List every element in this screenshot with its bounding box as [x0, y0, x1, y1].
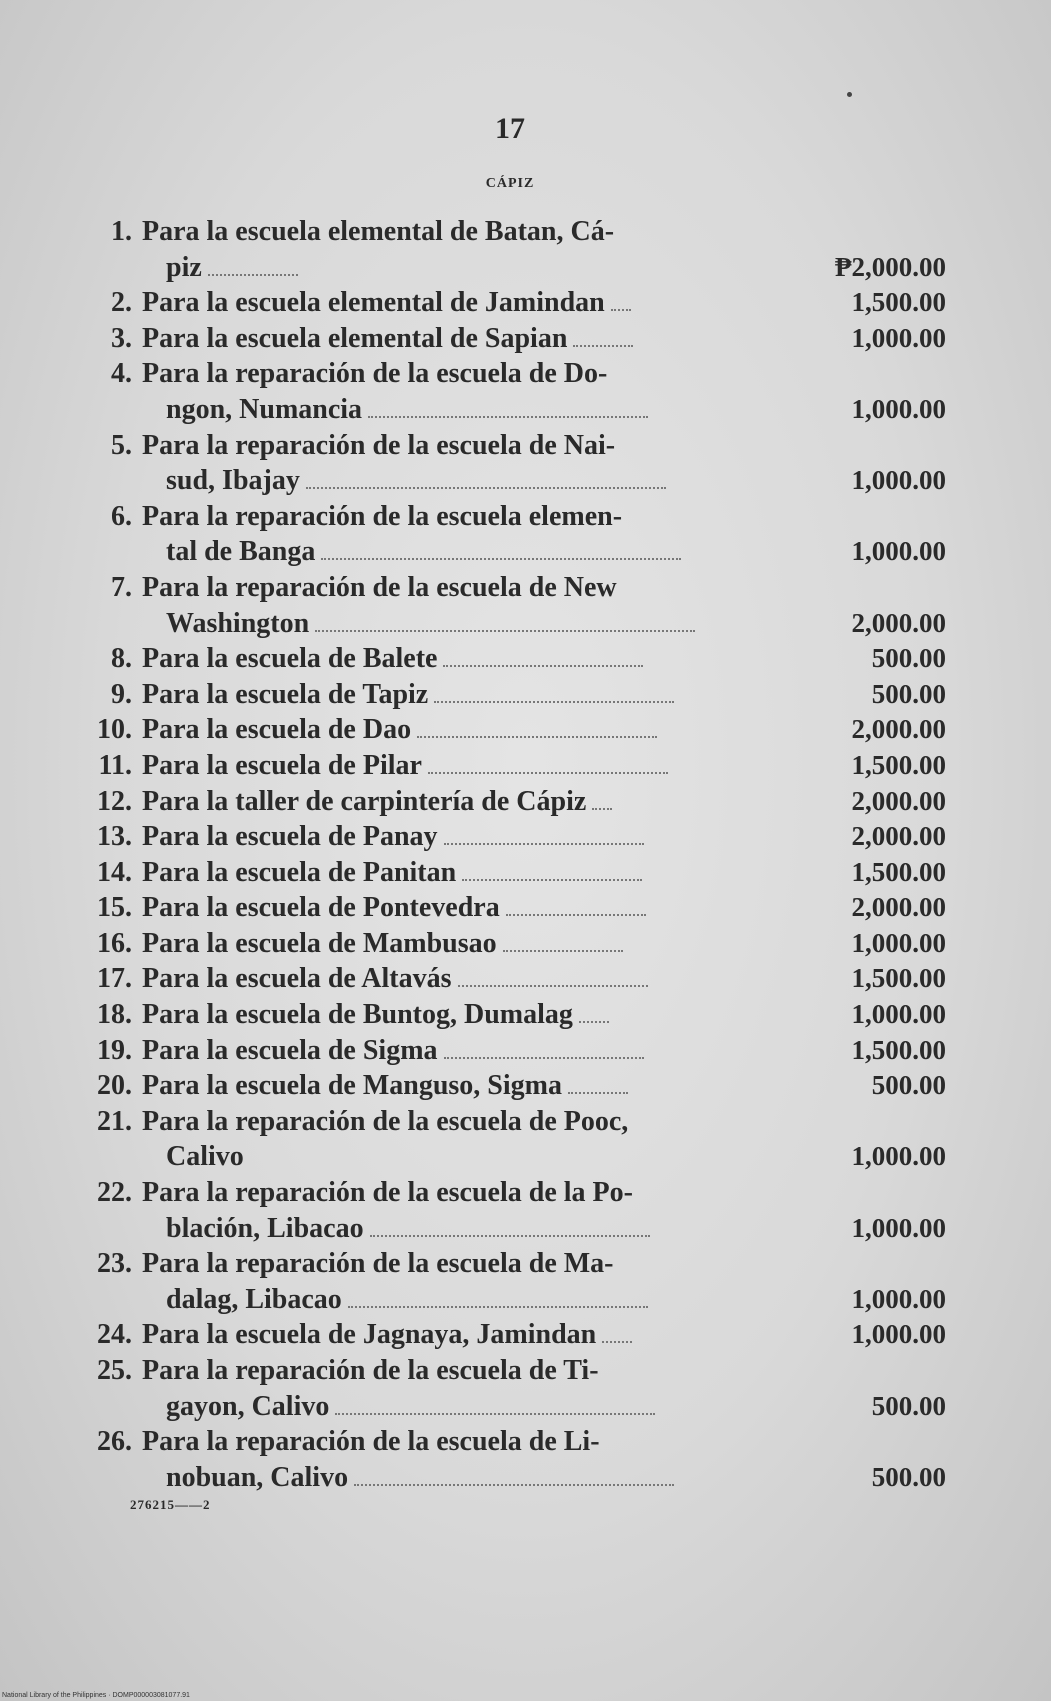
- dot-leader: [506, 913, 646, 916]
- dot-leader: [444, 842, 644, 845]
- list-item: [86, 641, 946, 677]
- item-description: Para la escuela elemental de Batan, Cá-: [142, 216, 615, 247]
- item-continuation-line: [86, 392, 946, 428]
- item-first-line: [86, 321, 946, 357]
- item-first-line: [86, 1424, 946, 1460]
- dot-leader: [208, 273, 298, 276]
- item-amount: 500.00: [871, 1390, 946, 1421]
- item-description: Washington: [166, 607, 310, 639]
- item-number: 8.: [111, 643, 132, 675]
- item-description: nobuan, Calivo: [166, 1461, 349, 1493]
- item-description: gayon, Calivo: [166, 1390, 330, 1422]
- list-item: [86, 321, 946, 357]
- dot-leader: [428, 771, 668, 774]
- item-first-line: [86, 1175, 946, 1211]
- dot-leader: [354, 1483, 674, 1486]
- list-item: [86, 1068, 946, 1104]
- item-first-line: [86, 1104, 946, 1140]
- list-item: [86, 997, 946, 1033]
- item-amount: 500.00: [871, 1070, 946, 1101]
- item-amount: 1,500.00: [851, 856, 946, 887]
- footer-credit: National Library of the Philippines · DOMP000003081077.91: [2, 1692, 190, 1699]
- list-item: [86, 712, 946, 748]
- dot-leader: [592, 807, 612, 810]
- dot-leader: [573, 344, 633, 347]
- ink-speck: [847, 92, 852, 97]
- item-description: Para la escuela elemental de Jamindan: [142, 287, 605, 319]
- dot-leader: [503, 949, 623, 952]
- item-description: Para la escuela elemental de Sapian: [142, 322, 568, 354]
- item-first-line: [86, 748, 946, 784]
- item-description: Para la reparación de la escuela de Ti-: [142, 1355, 599, 1386]
- item-first-line: [86, 926, 946, 962]
- item-description: Para la reparación de la escuela de Pooc,: [142, 1105, 629, 1137]
- section-title: CÁPIZ: [485, 176, 535, 191]
- list-item: [86, 285, 946, 321]
- item-amount: 2,000.00: [851, 714, 946, 745]
- list-item: [86, 1033, 946, 1069]
- item-first-line: [86, 428, 946, 464]
- item-number: 13.: [97, 821, 132, 853]
- item-number: 2.: [111, 287, 132, 319]
- item-first-line: [86, 356, 946, 392]
- item-number: 24.: [97, 1319, 132, 1351]
- list-item: [86, 1175, 946, 1246]
- item-description: Para la escuela de Altavás: [142, 963, 452, 995]
- item-number: 26.: [97, 1426, 132, 1458]
- item-description: Para la escuela de Tapiz: [142, 678, 429, 710]
- item-number: 17.: [97, 963, 132, 995]
- item-first-line: [86, 1068, 946, 1104]
- item-amount: 1,500.00: [851, 287, 946, 318]
- item-description: Para la escuela de Balete: [142, 643, 438, 675]
- item-number: 15.: [97, 892, 132, 924]
- item-amount: 1,500.00: [851, 963, 946, 994]
- list-item: [86, 890, 946, 926]
- item-number: 10.: [97, 714, 132, 746]
- list-item: [86, 1104, 946, 1175]
- item-first-line: [86, 997, 946, 1033]
- item-amount: 2,000.00: [851, 892, 946, 923]
- list-item: [86, 1353, 946, 1424]
- item-continuation-line: [86, 250, 946, 286]
- item-amount: 500.00: [871, 678, 946, 709]
- appropriation-list: [86, 214, 946, 1495]
- item-number: 7.: [111, 571, 132, 603]
- item-amount: 1,000.00: [851, 393, 946, 424]
- page-number: 17: [495, 112, 525, 145]
- item-amount: 1,000.00: [851, 1141, 946, 1172]
- item-first-line: [86, 677, 946, 713]
- item-first-line: [86, 285, 946, 321]
- item-amount: 1,000.00: [851, 1212, 946, 1243]
- dot-leader: [443, 664, 643, 667]
- list-item: [86, 1424, 946, 1495]
- list-item: [86, 1246, 946, 1317]
- item-description: Para la escuela de Manguso, Sigma: [142, 1070, 562, 1102]
- footer-code: 276215——2: [130, 1497, 211, 1512]
- item-number: 23.: [97, 1248, 132, 1280]
- dot-leader: [568, 1091, 628, 1094]
- item-description: Para la reparación de la escuela de Ma-: [142, 1248, 614, 1280]
- list-item: [86, 961, 946, 997]
- item-amount: ₱2,000.00: [835, 251, 946, 282]
- list-item: [86, 748, 946, 784]
- item-first-line: [86, 855, 946, 891]
- item-first-line: [86, 890, 946, 926]
- item-amount: 1,000.00: [851, 999, 946, 1030]
- item-continuation-line: [86, 534, 946, 570]
- dot-leader: [335, 1412, 655, 1415]
- item-continuation-line: [86, 1460, 946, 1496]
- item-amount: 2,000.00: [851, 607, 946, 638]
- list-item: [86, 784, 946, 820]
- item-continuation-line: [86, 1211, 946, 1247]
- item-number: 4.: [111, 358, 132, 390]
- item-description: Para la reparación de la escuela de New: [142, 571, 617, 603]
- item-amount: 1,000.00: [851, 927, 946, 958]
- item-amount: 500.00: [871, 643, 946, 674]
- item-amount: 2,000.00: [851, 785, 946, 816]
- item-number: 18.: [97, 999, 132, 1031]
- item-description: Para la escuela de Dao: [142, 714, 412, 746]
- list-item: [86, 428, 946, 499]
- item-number: 21.: [97, 1105, 132, 1137]
- dot-leader: [368, 415, 648, 418]
- item-description: Para la escuela de Pontevedra: [142, 892, 500, 924]
- dot-leader: [579, 1020, 609, 1023]
- dot-leader: [315, 629, 695, 632]
- item-number: 9.: [111, 678, 132, 710]
- item-description: Para la escuela de Jagnaya, Jamindan: [142, 1319, 597, 1351]
- dot-leader: [321, 557, 681, 560]
- dot-leader: [444, 1056, 644, 1059]
- item-description: tal de Banga: [166, 536, 316, 568]
- item-description: Para la reparación de la escuela de Li-: [142, 1426, 600, 1458]
- dot-leader: [462, 878, 642, 881]
- list-item: [86, 499, 946, 570]
- item-continuation-line: [86, 1139, 946, 1175]
- dot-leader: [417, 735, 657, 738]
- item-continuation-line: [86, 1389, 946, 1425]
- item-description: Para la escuela de Buntog, Dumalag: [142, 999, 573, 1031]
- item-first-line: [86, 1317, 946, 1353]
- item-description: Para la reparación de la escuela elemen-: [142, 500, 623, 532]
- list-item: [86, 570, 946, 641]
- item-amount: 1,500.00: [851, 1034, 946, 1065]
- item-number: 14.: [97, 856, 132, 888]
- item-description: Para la reparación de la escuela de Nai-: [142, 429, 616, 461]
- item-amount: 2,000.00: [851, 821, 946, 852]
- item-first-line: [86, 499, 946, 535]
- list-item: [86, 677, 946, 713]
- item-number: 22.: [97, 1177, 132, 1209]
- item-description: Para la escuela de Mambusao: [142, 927, 497, 959]
- item-continuation-line: [86, 606, 946, 642]
- item-amount: 1,000.00: [851, 322, 946, 353]
- item-number: 19.: [97, 1034, 132, 1066]
- item-description: piz: [166, 251, 202, 283]
- item-amount: 1,000.00: [851, 465, 946, 496]
- item-amount: 1,000.00: [851, 1283, 946, 1314]
- item-number: 5.: [111, 429, 132, 461]
- list-item: [86, 819, 946, 855]
- item-amount: 1,000.00: [851, 1319, 946, 1350]
- item-first-line: [86, 784, 946, 820]
- item-description: Para la escuela de Panay: [142, 821, 438, 853]
- item-description: Calivo: [166, 1141, 244, 1173]
- list-item: [86, 356, 946, 427]
- item-first-line: [86, 1033, 946, 1069]
- list-item: [86, 214, 946, 285]
- item-number: 16.: [97, 927, 132, 959]
- item-number: 1.: [111, 216, 132, 247]
- dot-leader: [370, 1234, 650, 1237]
- list-item: [86, 855, 946, 891]
- item-number: 25.: [97, 1355, 132, 1386]
- item-description: Para la reparación de la escuela de la Po-: [142, 1177, 633, 1209]
- dot-leader: [306, 486, 666, 489]
- item-amount: 500.00: [871, 1461, 946, 1492]
- dot-leader: [434, 700, 674, 703]
- dot-leader: [458, 984, 648, 987]
- list-item: [86, 926, 946, 962]
- item-description: ngon, Numancia: [166, 393, 363, 425]
- item-first-line: [86, 961, 946, 997]
- item-continuation-line: [86, 463, 946, 499]
- item-continuation-line: [86, 1282, 946, 1318]
- item-description: sud, Ibajay: [166, 465, 300, 497]
- list-item: [86, 1317, 946, 1353]
- dot-leader: [611, 308, 631, 311]
- item-first-line: [86, 570, 946, 606]
- item-number: 3.: [111, 322, 132, 354]
- item-description: Para la escuela de Sigma: [142, 1034, 438, 1066]
- item-first-line: [86, 641, 946, 677]
- item-first-line: [86, 1353, 946, 1389]
- item-description: Para la escuela de Panitan: [142, 856, 457, 888]
- item-first-line: [86, 712, 946, 748]
- item-amount: 1,000.00: [851, 536, 946, 567]
- item-first-line: [86, 1246, 946, 1282]
- item-number: 6.: [111, 500, 132, 532]
- item-first-line: [86, 214, 946, 250]
- item-description: Para la escuela de Pilar: [142, 749, 422, 781]
- dot-leader: [602, 1340, 632, 1343]
- item-number: 11.: [98, 749, 132, 781]
- item-number: 20.: [97, 1070, 132, 1102]
- item-first-line: [86, 819, 946, 855]
- dot-leader: [348, 1305, 648, 1308]
- item-description: blación, Libacao: [166, 1212, 364, 1244]
- item-description: Para la reparación de la escuela de Do-: [142, 358, 608, 390]
- item-description: dalag, Libacao: [166, 1283, 342, 1315]
- item-amount: 1,500.00: [851, 749, 946, 780]
- item-description: Para la taller de carpintería de Cápiz: [142, 785, 587, 817]
- item-number: 12.: [97, 785, 132, 817]
